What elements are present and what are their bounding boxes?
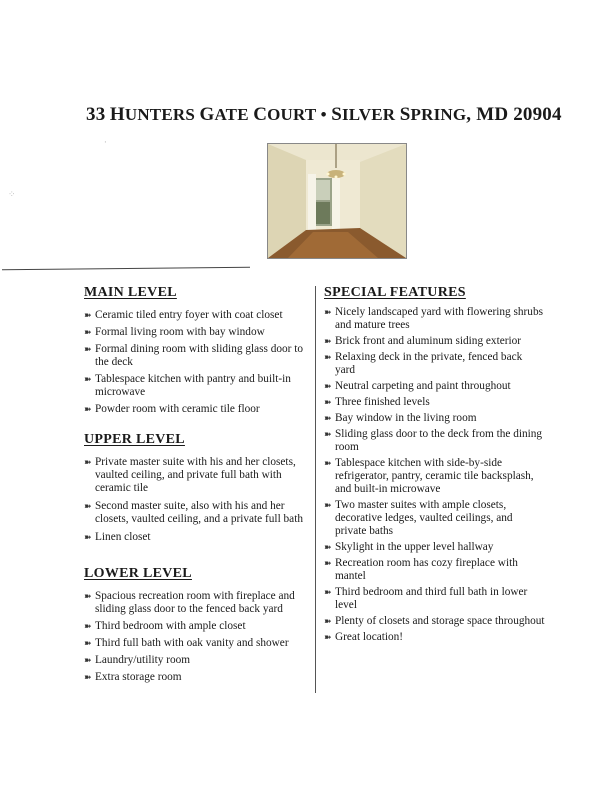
main-level-list [84,309,306,416]
list-item: ➽ Plenty of closets and storage space throughout [324,615,545,627]
main-level-heading: MAIN LEVEL [84,285,177,300]
list-item: ➽ Brick front and aluminum siding exterior [324,335,522,347]
arrow-bullet-icon: ➽ [84,501,92,511]
street-initial: C [253,104,268,125]
arrow-bullet-icon: ➽ [84,638,92,648]
state-zip: , MD 20904 [466,104,562,125]
list-item: ➽ Formal dining room with sliding glass door to the deck [84,343,304,368]
list-item: ➽ Bay window in the living room [324,412,477,424]
divider-line [2,267,250,271]
list-item: ➽ Three finished levels [324,396,430,408]
right-column [324,285,545,644]
special-features-heading: SPECIAL FEATURES [324,285,466,300]
arrow-bullet-icon: ➽ [84,655,92,665]
upper-level-heading: UPPER LEVEL [84,432,185,447]
left-column [84,285,306,684]
list-item: ➽ Relaxing deck in the private, fenced back yard [324,351,523,376]
arrow-bullet-icon: ➽ [84,374,92,384]
special-features-list [324,306,545,644]
city-text: ILVER [341,105,400,124]
lower-level-heading: LOWER LEVEL [84,566,192,581]
arrow-bullet-icon: ➽ [324,558,332,568]
scan-speck: · [104,138,107,148]
title-separator: • [320,105,327,124]
list-item: ➽ Tablespace kitchen with side-by-side refrigerator, pantry, ceramic tile backsplash, and built-in microwave [324,457,534,495]
list-item: ➽ Nicely landscaped yard with flowering shrubs and mature trees [324,306,543,331]
list-item: ➽ Private master suite with his and her closets, vaulted ceiling, and private full bath with ceramic tile [84,456,296,494]
list-item: ➽ Powder room with ceramic tile floor [84,403,260,415]
list-item: ➽ Third bedroom and third full bath in lower level [324,586,528,611]
arrow-bullet-icon: ➽ [324,587,332,597]
lower-level-list [84,590,306,684]
column-divider [315,286,316,693]
street-initial: H [109,104,125,125]
arrow-bullet-icon: ➽ [324,616,332,626]
page-title [86,104,562,126]
arrow-bullet-icon: ➽ [84,532,92,542]
list-item: ➽ Spacious recreation room with fireplace and sliding glass door to the fenced back yard [84,590,295,615]
scan-speck: ⁘ [8,190,16,200]
city-initial: S [399,104,411,125]
arrow-bullet-icon: ➽ [84,310,92,320]
arrow-bullet-icon: ➽ [324,336,332,346]
arrow-bullet-icon: ➽ [84,672,92,682]
list-item: ➽ Laundry/utility room [84,654,191,666]
list-item: ➽ Third bedroom with ample closet [84,620,246,632]
room-photo-image [268,144,406,258]
list-item: ➽ Tablespace kitchen with pantry and built-in microwave [84,373,291,398]
arrow-bullet-icon: ➽ [324,307,332,317]
list-item: ➽ Linen closet [84,531,151,543]
list-item: ➽ Formal living room with bay window [84,326,265,338]
street-text: OURT [267,105,317,124]
list-item: ➽ Recreation room has cozy fireplace with mantel [324,557,518,582]
arrow-bullet-icon: ➽ [324,381,332,391]
list-item: ➽ Neutral carpeting and paint throughout [324,380,511,392]
arrow-bullet-icon: ➽ [324,632,332,642]
arrow-bullet-icon: ➽ [324,542,332,552]
list-item: ➽ Skylight in the upper level hallway [324,541,494,553]
list-item: ➽ Two master suites with ample closets, decorative ledges, vaulted ceilings, and private baths [324,499,513,537]
arrow-bullet-icon: ➽ [324,413,332,423]
arrow-bullet-icon: ➽ [84,591,92,601]
list-item: ➽ Second master suite, also with his and her closets, vaulted ceiling, and a private full bath [84,500,303,525]
arrow-bullet-icon: ➽ [324,352,332,362]
arrow-bullet-icon: ➽ [84,344,92,354]
street-text: ATE [214,105,254,124]
arrow-bullet-icon: ➽ [84,404,92,414]
city-text: PRING [410,105,467,124]
arrow-bullet-icon: ➽ [84,327,92,337]
list-item: ➽ Third full bath with oak vanity and shower [84,637,289,649]
room-photo [267,143,407,259]
arrow-bullet-icon: ➽ [324,500,332,510]
list-item: ➽ Sliding glass door to the deck from the dining room [324,428,543,453]
arrow-bullet-icon: ➽ [84,457,92,467]
list-item: ➽ Great location! [324,631,404,643]
arrow-bullet-icon: ➽ [324,397,332,407]
street-initial: G [199,104,215,125]
arrow-bullet-icon: ➽ [324,458,332,468]
list-item: ➽ Ceramic tiled entry foyer with coat closet [84,309,283,321]
list-item: ➽ Extra storage room [84,671,182,683]
address-number: 33 [86,104,106,125]
arrow-bullet-icon: ➽ [324,429,332,439]
arrow-bullet-icon: ➽ [84,621,92,631]
street-text: UNTERS [124,105,200,124]
city-initial: S [331,104,342,125]
upper-level-list [84,456,306,544]
